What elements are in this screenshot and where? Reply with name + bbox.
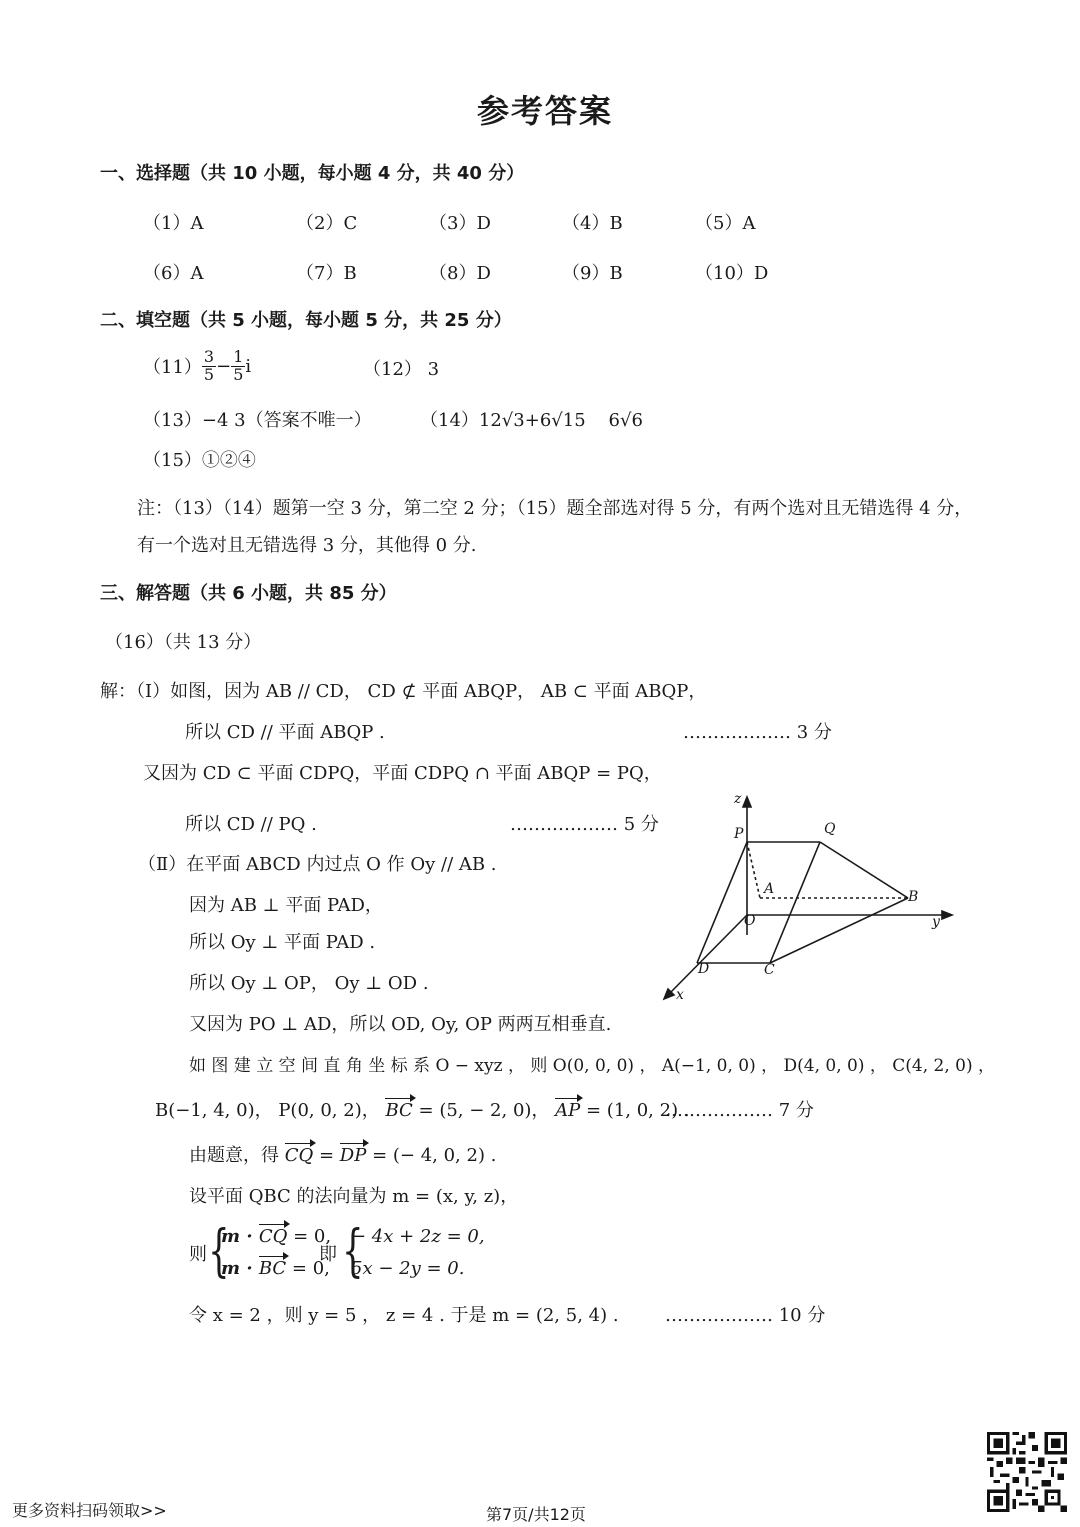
page-title: 参考答案: [477, 92, 614, 130]
label-y: y: [932, 914, 940, 930]
fraction: $\frac{3}{5}$: [203, 346, 215, 384]
solution-line: 所以 CD // 平面 ABQP .: [185, 722, 385, 743]
choice-item: （2）C: [296, 213, 358, 234]
label-x: x: [676, 987, 684, 1003]
solution-line: 设平面 QBC 的法向量为 m = (x, y, z)，: [189, 1186, 519, 1207]
score-mark: ……………… 5 分: [510, 814, 659, 835]
choice-item: （1）A: [143, 213, 204, 234]
choice-item: （6）A: [143, 263, 204, 284]
section3-header: 三、解答题（共 6 小题，共 85 分）: [100, 583, 397, 604]
label-C: C: [764, 962, 775, 978]
choice-item: （4）B: [562, 213, 623, 234]
x-axis: [668, 915, 747, 995]
fraction: $\frac{1}{5}$: [233, 346, 244, 384]
edge-QC: [770, 842, 820, 963]
label-z: z: [734, 791, 742, 807]
answer-11: （11） $\frac{3}{5}$ − $\frac{1}{5}$ i: [143, 346, 252, 384]
section1-header: 一、选择题（共 10 小题，每小题 4 分，共 40 分）: [100, 163, 525, 184]
solution-line: 如 图 建 立 空 间 直 角 坐 标 系 O − xyz ， 则 O(0, 0, 0) ， A(−1, 0, 0) ， D(4, 0, 0) ， C(4, 2, 0) ，: [189, 1056, 996, 1076]
section2-header: 二、填空题（共 5 小题，每小题 5 分，共 25 分）: [100, 310, 512, 331]
solution-line: 令 x = 2 ，则 y = 5 ， z = 4 . 于是 m = (2, 5, 4) .: [189, 1305, 619, 1326]
answer-12: （12） 3: [363, 359, 440, 380]
solution-line: B(−1, 4, 0)， P(0, 0, 2)， BC = (5, − 2, 0)， AP = (1, 0, 2) .: [155, 1100, 690, 1121]
y-arrow: [942, 911, 952, 919]
solution-line: 所以 Oy ⊥ 平面 PAD .: [189, 932, 376, 953]
score-mark: ……………… 7 分: [665, 1100, 814, 1121]
edge-QB: [820, 842, 908, 898]
label-P: P: [734, 826, 744, 842]
edge-PA: [747, 842, 760, 898]
choice-item: （9）B: [562, 263, 623, 284]
qr-code-icon[interactable]: [987, 1432, 1067, 1512]
note-line: 注：（13）（14）题第一空 3 分，第二空 2 分；（15）题全部选对得 5 分，有两个选对且无错选得 4 分，: [137, 498, 973, 519]
z-arrow: [743, 797, 751, 807]
footer-promo-text: 更多资料扫码领取>>: [12, 1501, 167, 1520]
solution-line: 所以 CD // PQ .: [185, 814, 317, 835]
solution-line: 由题意，得 CQ = DP = (− 4, 0, 2) .: [189, 1145, 497, 1166]
page-number: 第7页/共12页: [486, 1505, 586, 1524]
choice-item: （8）D: [429, 263, 491, 284]
label-A: A: [764, 881, 775, 897]
solution-line: （Ⅱ）在平面 ABCD 内过点 O 作 Oy // AB .: [138, 854, 497, 875]
edge-PD: [697, 842, 747, 963]
label-Q: Q: [824, 821, 836, 837]
choice-item: （7）B: [296, 263, 357, 284]
choice-item: （5）A: [695, 213, 756, 234]
solution-line: 又因为 CD ⊂ 平面 CDPQ，平面 CDPQ ∩ 平面 ABQP = PQ，: [143, 763, 662, 784]
label-O: O: [744, 913, 756, 929]
answer-14: （14）12√3+6√15 6√6: [420, 410, 643, 431]
label-D: D: [698, 961, 710, 977]
solution-line: 又因为 PO ⊥ AD，所以 OD, Oy, OP 两两互相垂直.: [189, 1014, 612, 1035]
score-mark: ……………… 10 分: [665, 1305, 826, 1326]
answer-13: （13）−4 3（答案不唯一）: [143, 410, 372, 431]
solution-line: 因为 AB ⊥ 平面 PAD，: [189, 895, 383, 916]
geometry-figure: [650, 785, 970, 1015]
solution-line: 所以 Oy ⊥ OP， Oy ⊥ OD .: [189, 973, 429, 994]
choice-item: （3）D: [429, 213, 491, 234]
choice-item: （10）D: [695, 263, 769, 284]
question16-header: （16）（共 13 分）: [105, 632, 262, 653]
edge-CB: [770, 898, 908, 963]
solution-line: 解：（Ⅰ）如图，因为 AB // CD， CD ⊄ 平面 ABQP， AB ⊂ 平面 ABQP，: [100, 681, 707, 702]
score-mark: ……………… 3 分: [683, 722, 832, 743]
equation-system: 则 { m · CQ = 0, m · BC = 0, 即 { − 4x + 2z = 0, 5x − 2y = 0.: [189, 1219, 485, 1284]
label-B: B: [908, 889, 919, 905]
answer-15: （15）①②④: [143, 450, 256, 471]
note-line: 有一个选对且无错选得 3 分，其他得 0 分.: [137, 535, 477, 556]
